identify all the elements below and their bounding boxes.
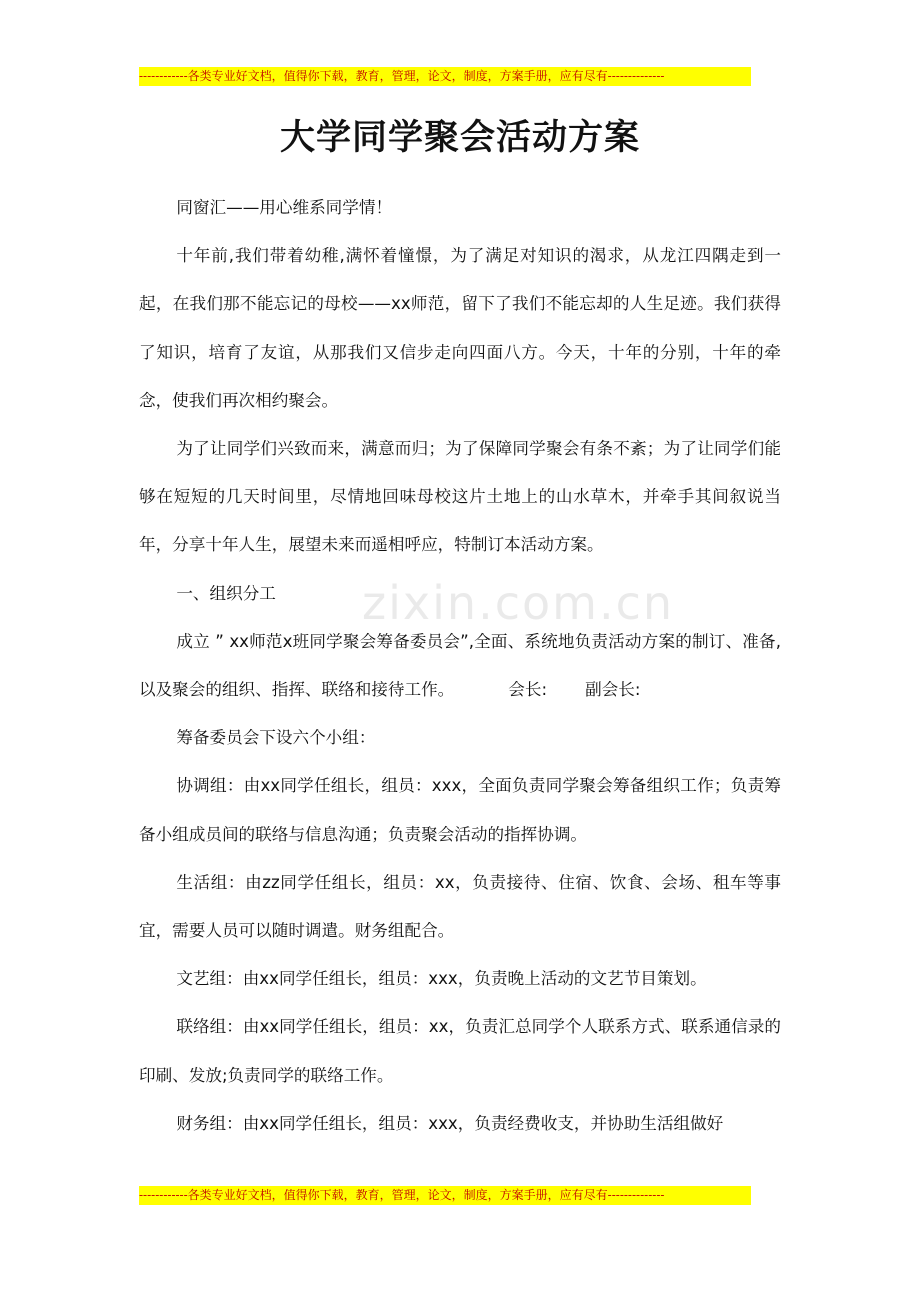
paragraph-intro: 十年前,我们带着幼稚,满怀着憧憬，为了满足对知识的渴求，从龙江四隅走到一起，在我们那不能忘记的母校——xx师范，留下了我们不能忘却的人生足迹。我们获得了知识，培育了友谊，从那我们又信步走向四面八方。今天，十年的分别，十年的牵念，使我们再次相约聚会。 [139, 246, 781, 410]
chair-label: 会长: [508, 680, 548, 700]
paragraph-arts-group: 文艺组：由xx同学任组长，组员：xxx，负责晚上活动的文艺节目策划。 [176, 969, 707, 989]
paragraph-logistics-group: 生活组：由zz同学任组长，组员：xx，负责接待、住宿、饮食、会场、租车等事宜，需要人员可以随时调遣。财务组配合。 [139, 872, 781, 941]
paragraph-coordination-group: 协调组：由xx同学任组长，组员：xxx，全面负责同学聚会筹备组织工作；负责筹备小组成员间的联络与信息沟通；负责聚会活动的指挥协调。 [139, 776, 781, 844]
vice-chair-label: 副会长: [585, 680, 641, 700]
paragraph-finance-group: 财务组：由xx同学任组长，组员：xxx，负责经费收支，并协助生活组做好 [176, 1113, 724, 1133]
document-title: 大学同学聚会活动方案 [279, 117, 640, 158]
paragraph-subgroups: 筹备委员会下设六个小组： [176, 728, 376, 748]
header-banner: ------------各类专业好文档，值得你下载，教育，管理，论文，制度，方案手册，应有尽有-------------- [139, 67, 751, 86]
committee-text: 成立 ” xx师范x班同学聚会筹备委员会”,全面、系统地负责活动方案的制订、准备,以及聚会的组织、指挥、联络和接待工作。 [139, 631, 781, 700]
section-heading: 一、组织分工 [176, 583, 276, 603]
document-body [139, 184, 781, 1148]
paragraph-slogan: 同窗汇——用心维系同学情！ [176, 198, 393, 217]
footer-banner: ------------各类专业好文档，值得你下载，教育，管理，论文，制度，方案手册，应有尽有-------------- [139, 1186, 751, 1205]
watermark: zixin.com.cn [362, 576, 675, 630]
paragraph-committee [139, 618, 781, 714]
paragraph-liaison-group: 联络组：由xx同学任组长，组员：xx，负责汇总同学个人联系方式、联系通信录的印刷、发放;负责同学的联络工作。 [139, 1017, 781, 1085]
paragraph-purpose: 为了让同学们兴致而来，满意而归；为了保障同学聚会有条不紊；为了让同学们能够在短短的几天时间里，尽情地回味母校这片土地上的山水草木，并牵手其间叙说当年，分享十年人生，展望未来而遥相呼应，特制订本活动方案。 [139, 439, 781, 555]
